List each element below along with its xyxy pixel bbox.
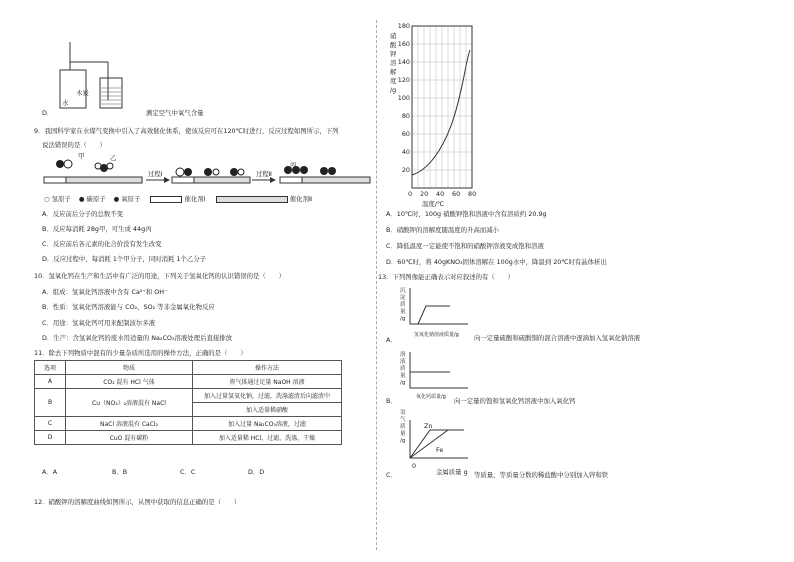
q13a-label: A． xyxy=(386,336,397,344)
cell: Cu（NO₃）₂溶液混有 NaCl xyxy=(66,389,193,417)
cell: 加入过量氢氧化钠，过滤，洗涤滤渣后向滤渣中 xyxy=(193,389,342,403)
q11-option-c: C．C xyxy=(180,468,196,476)
q9-option-a: A．反应前后分子的总数不变 xyxy=(42,210,124,218)
ytick: 160 xyxy=(397,40,410,48)
cell: D xyxy=(35,431,66,445)
q9-step1: 过程Ⅰ xyxy=(148,170,163,178)
table-row xyxy=(35,431,342,445)
table-row xyxy=(35,417,342,431)
q13c-ylabel xyxy=(400,410,408,445)
q9-jia: 甲 xyxy=(78,152,85,160)
q9-option-c: C．反应前后各元素的化合价没有发生改变 xyxy=(42,240,162,248)
cell: CO₂ 混有 HCl 气体 xyxy=(66,375,193,389)
ylabel-char: 质 xyxy=(400,424,406,430)
ytick: 20 xyxy=(401,166,410,174)
q13c-origin: 0 xyxy=(412,462,417,470)
xtick: 60 xyxy=(452,190,461,198)
q9-yi: 乙 xyxy=(110,154,117,162)
legend-carbon: ● 碳原子 xyxy=(78,195,106,203)
legend-cat2: 催化剂Ⅱ xyxy=(289,195,313,203)
column-divider xyxy=(376,20,377,550)
ytick: 80 xyxy=(401,112,410,120)
q8-d-label: D． xyxy=(42,109,54,117)
q9-option-d: D．反应过程中，每消耗 1个甲分子，同时消耗 1个乙分子 xyxy=(42,255,207,263)
ylabel-char: 量 xyxy=(400,309,406,315)
q13a-graph xyxy=(408,286,470,328)
q9-stem: 9．我国科学家在水煤气变换中引入了高效催化体系，使该反应可在120℃时进行，反应过程如图所示，下列 xyxy=(34,127,339,135)
q9-step2: 过程Ⅱ xyxy=(256,170,272,178)
cell: 加入适量稀硝酸 xyxy=(193,403,342,417)
q10-option-b: B．性质：氢氧化钙溶液能与 CO₂、SO₂ 等非金属氧化物反应 xyxy=(42,303,215,311)
q11-table xyxy=(34,360,342,445)
ylabel-char: 解 xyxy=(390,68,397,76)
ylabel-char: 淀 xyxy=(400,295,406,301)
legend-hydrogen: ○ 氢原子 xyxy=(44,195,71,203)
q10-option-d: D．生产：含氢氧化钙的废水用适量的 Na₂CO₃溶液处理后直接排放 xyxy=(42,334,233,342)
q12-option-b: B．硝酸钾的溶解度随温度的升高而减小 xyxy=(386,226,500,234)
q13b-label: B． xyxy=(386,397,397,405)
ylabel-char: 度 xyxy=(390,77,397,85)
q11-options xyxy=(42,467,265,476)
q13c-text: 等质量、等质量分数的稀盐酸中分别加入锌和铁 xyxy=(474,471,609,479)
q13b-ylabel xyxy=(400,352,408,387)
q13c-zn: Zn xyxy=(424,422,433,430)
q10-option-c: C．用途：氢氧化钙可用来配制波尔多液 xyxy=(42,319,156,327)
q12-option-a: A．10℃时，100g 硝酸钾饱和溶液中含有溶质约 20.9g xyxy=(386,210,547,218)
cell: A xyxy=(35,375,66,389)
catalyst2-swatch xyxy=(216,196,288,203)
ylabel-char: /g xyxy=(390,86,397,94)
solubility-ylabel xyxy=(390,32,398,95)
cell: C xyxy=(35,417,66,431)
ylabel-char: 硝 xyxy=(390,32,397,40)
ytick: 40 xyxy=(401,148,410,156)
q13b-graph xyxy=(408,350,470,392)
ytick: 180 xyxy=(397,22,410,30)
q13a-text: 向一定量硫酸和硫酸铜的混合溶液中逐滴加入氢氧化钠溶液 xyxy=(474,334,641,342)
q10-option-a: A．组成：氢氧化钙溶液中含有 Ca²⁺和 OH⁻ xyxy=(42,288,168,296)
q11-option-a: A．A xyxy=(42,468,58,476)
solubility-xlabel: 温度/℃ xyxy=(422,200,445,208)
water-label: 水 xyxy=(62,99,69,107)
charcoal-label: 木炭 xyxy=(76,89,89,97)
ytick: 140 xyxy=(397,58,410,66)
q13a-xlabel: 氢氧化钠溶液质量/g xyxy=(414,332,459,338)
ylabel-char: 钾 xyxy=(390,50,397,58)
ylabel-char: 量 xyxy=(400,373,406,379)
header-method: 操作方法 xyxy=(193,361,342,375)
ylabel-char: 液 xyxy=(400,359,406,365)
solubility-chart xyxy=(398,20,478,200)
table-row xyxy=(35,389,342,403)
q11-stem: 11．除去下列物质中混有的少量杂质所选用的操作方法，正确的是（ ） xyxy=(34,349,247,357)
q12-option-d: D．60℃时，将 40gKNO₃固体溶解在 100g水中，降温到 20℃时有晶体析出 xyxy=(386,258,607,266)
q10-stem: 10．氢氧化钙在生产和生活中有广泛的用途，下列关于氢氧化钙的认识错误的是（ ） xyxy=(34,272,285,280)
q13c-label: C． xyxy=(386,471,397,479)
xtick: 20 xyxy=(420,190,429,198)
cell: CuO 混有碳粉 xyxy=(66,431,193,445)
q9-stem-2: 说法错误的是（ ） xyxy=(42,141,106,149)
ylabel-char: 质 xyxy=(400,366,406,372)
q13c-xlabel: 金属质量 g xyxy=(436,468,468,476)
ylabel-char: 质 xyxy=(400,302,406,308)
cell: 加入过量 Na₂CO₃溶液，过滤 xyxy=(193,417,342,431)
ytick: 100 xyxy=(397,94,410,102)
chart-grid xyxy=(412,26,472,188)
solubility-curve xyxy=(412,50,470,175)
q13b-text: 向一定量的饱和氢氧化钙溶液中加入氧化钙 xyxy=(454,397,576,405)
q12-stem: 12．硝酸钾的溶解度曲线如图所示，从图中获取的信息正确的是（ ） xyxy=(34,498,241,506)
q9-option-b: B．反应每消耗 28g甲，可生成 44g丙 xyxy=(42,225,152,233)
q9-bing: 丙 xyxy=(290,161,297,169)
cell: NaCl 溶液混有 CaCl₂ xyxy=(66,417,193,431)
ylabel-char: /g xyxy=(400,380,406,386)
ylabel-char: 溶 xyxy=(400,352,406,358)
ylabel-char: /g xyxy=(400,316,406,322)
cell: B xyxy=(35,389,66,417)
legend-oxygen: ● 氧原子 xyxy=(113,195,141,203)
q9-legend xyxy=(44,194,312,203)
table-header-row xyxy=(35,361,342,375)
xtick: 80 xyxy=(468,190,477,198)
q13c-fe: Fe xyxy=(436,446,444,454)
ylabel-char: 溶 xyxy=(390,59,397,67)
ylabel-char: 氢 xyxy=(400,410,406,416)
q13-stem: 13．下列图像能正确表示对应叙述的有（ ） xyxy=(378,273,514,281)
q11-option-d: D．D xyxy=(248,468,265,476)
header-substance: 物质 xyxy=(66,361,193,375)
table-row xyxy=(35,375,342,389)
ylabel-char: 酸 xyxy=(390,41,397,49)
q13b-xlabel: 氧化钙质量/g xyxy=(416,394,446,400)
q13c-graph xyxy=(408,418,470,462)
xtick: 0 xyxy=(408,190,413,198)
header-option: 选项 xyxy=(35,361,66,375)
ylabel-char: 气 xyxy=(400,417,406,423)
ylabel-char: 沉 xyxy=(400,288,406,294)
ytick: 120 xyxy=(397,76,410,84)
oxygen-apparatus-figure xyxy=(48,40,128,120)
q9-reaction-figure xyxy=(40,150,380,200)
legend-cat1: 催化剂Ⅰ xyxy=(184,195,206,203)
q13a-ylabel xyxy=(400,288,408,323)
q11-option-b: B．B xyxy=(112,468,128,476)
q8-d-text: 测定空气中氧气含量 xyxy=(146,109,204,117)
ylabel-char: /g xyxy=(400,438,406,444)
catalyst1-swatch xyxy=(150,196,182,203)
cell: 加入适量稀 HCl，过滤，洗涤，干燥 xyxy=(193,431,342,445)
ylabel-char: 量 xyxy=(400,431,406,437)
ytick: 60 xyxy=(401,130,410,138)
xtick: 40 xyxy=(436,190,445,198)
q12-option-c: C．降低温度一定能使不饱和的硝酸钾溶液变成饱和溶液 xyxy=(386,242,544,250)
cell: 将气体通过足量 NaOH 溶液 xyxy=(193,375,342,389)
